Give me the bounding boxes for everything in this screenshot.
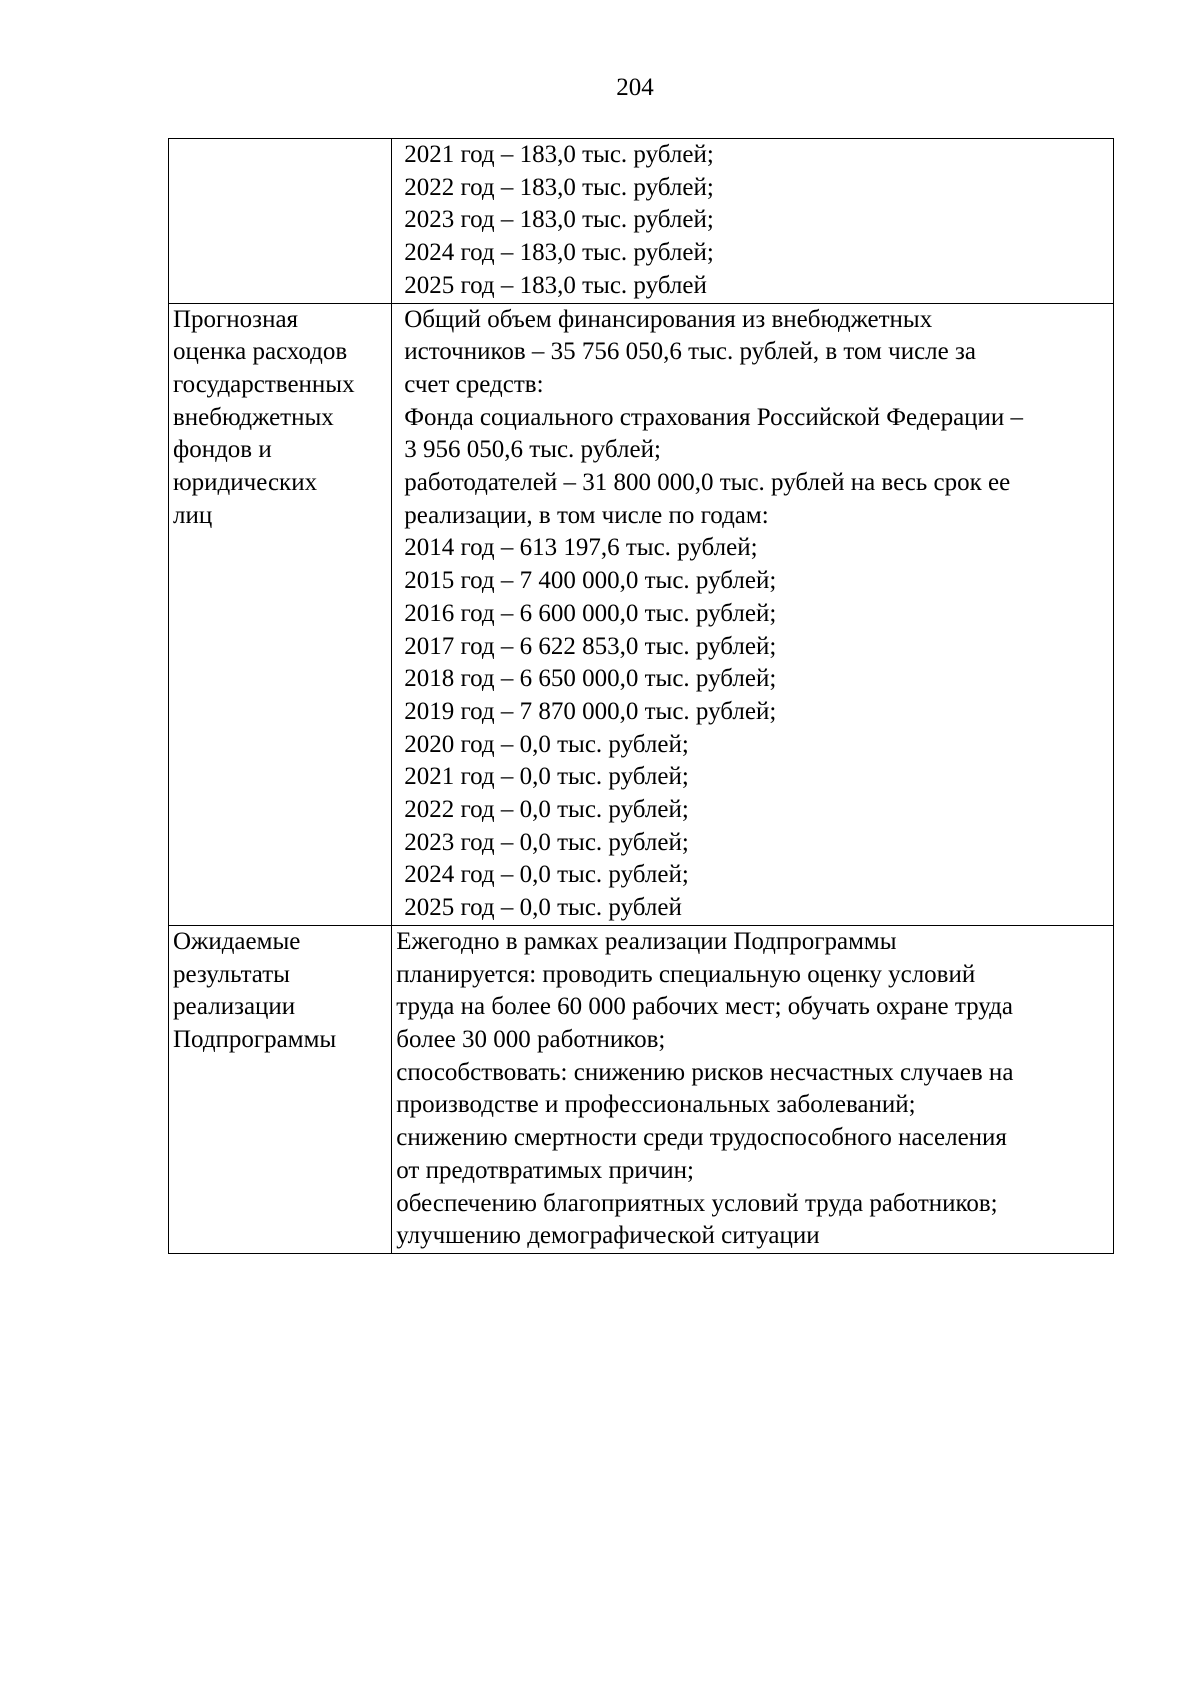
row-label-cell	[169, 139, 392, 304]
row-value-line: обеспечению благоприятных условий труда работников;	[396, 1189, 998, 1217]
row-label-line: юридических	[173, 469, 318, 497]
row-value-cell	[392, 139, 1114, 304]
row-label-line: Ожидаемые	[173, 927, 301, 955]
row-label-line: лиц	[173, 501, 213, 529]
row-value-cell	[392, 303, 1114, 925]
row-value-line: более 30 000 работников;	[396, 1025, 666, 1053]
page-number: 204	[616, 74, 654, 101]
row-value-line: источников – 35 756 050,6 тыс. рублей, в том числе за	[404, 338, 976, 366]
row-value-line: реализации, в том числе по годам:	[404, 501, 769, 529]
row-value-line: Фонда социального страхования Российской Федерации –	[404, 403, 1024, 431]
row-value-line: 2023 год – 0,0 тыс. рублей;	[404, 828, 689, 856]
table-body	[169, 139, 1114, 1254]
row-value-line: 3 956 050,6 тыс. рублей;	[404, 436, 661, 464]
row-value-line: 2025 год – 0,0 тыс. рублей	[404, 894, 682, 922]
row-value-line: улучшению демографической ситуации	[396, 1222, 820, 1250]
row-label-line: государственных	[173, 370, 355, 398]
row-label-line: результаты	[173, 960, 290, 988]
row-value-line: 2024 год – 0,0 тыс. рублей;	[404, 861, 689, 889]
row-value-line: 2014 год – 613 197,6 тыс. рублей;	[404, 534, 758, 562]
row-label-line: Прогнозная	[173, 305, 299, 333]
row-value-line: снижению смертности среди трудоспособного населения	[396, 1124, 1007, 1152]
table-row	[169, 139, 1114, 304]
row-value-line: 2019 год – 7 870 000,0 тыс. рублей;	[404, 697, 777, 725]
row-label-line: Подпрограммы	[173, 1025, 337, 1053]
table-row	[169, 925, 1114, 1253]
row-label-cell	[169, 925, 392, 1253]
row-value-line: от предотвратимых причин;	[396, 1156, 695, 1184]
subprogram-passport-table	[168, 138, 1114, 1254]
row-value-line: Общий объем финансирования из внебюджетных	[404, 305, 933, 333]
row-value-line: счет средств:	[404, 370, 544, 398]
row-value-line: 2022 год – 0,0 тыс. рублей;	[404, 796, 689, 824]
row-value-line: 2017 год – 6 622 853,0 тыс. рублей;	[404, 632, 777, 660]
row-value-line: производстве и профессиональных заболеваний;	[396, 1091, 916, 1119]
row-value-cell	[392, 925, 1114, 1253]
row-value-line: 2018 год – 6 650 000,0 тыс. рублей;	[404, 665, 777, 693]
row-label-line: реализации	[173, 993, 296, 1021]
row-value-line: 2021 год – 183,0 тыс. рублей;	[404, 141, 714, 168]
row-value-line: 2016 год – 6 600 000,0 тыс. рублей;	[404, 599, 777, 627]
row-value-line: 2024 год – 183,0 тыс. рублей;	[404, 239, 714, 267]
row-value-line: 2015 год – 7 400 000,0 тыс. рублей;	[404, 567, 777, 595]
row-label-line: фондов и	[173, 436, 272, 464]
row-label-line: внебюджетных	[173, 403, 334, 431]
row-value-line: труда на более 60 000 рабочих мест; обучать охране труда	[396, 993, 1013, 1021]
row-value-line: 2025 год – 183,0 тыс. рублей	[404, 271, 707, 299]
table-row	[169, 303, 1114, 925]
row-value-line: способствовать: снижению рисков несчастных случаев на	[396, 1058, 1014, 1086]
row-value-line: 2023 год – 183,0 тыс. рублей;	[404, 206, 714, 234]
row-label-cell	[169, 303, 392, 925]
row-label-line: оценка расходов	[173, 338, 348, 366]
row-value-line: 2022 год – 183,0 тыс. рублей;	[404, 173, 714, 201]
row-value-line: работодателей – 31 800 000,0 тыс. рублей на весь срок ее	[404, 469, 1011, 497]
row-value-line: Ежегодно в рамках реализации Подпрограммы	[396, 927, 897, 955]
row-value-line: 2021 год – 0,0 тыс. рублей;	[404, 763, 689, 791]
row-value-line: планируется: проводить специальную оценку условий	[396, 960, 976, 988]
row-value-line: 2020 год – 0,0 тыс. рублей;	[404, 730, 689, 758]
